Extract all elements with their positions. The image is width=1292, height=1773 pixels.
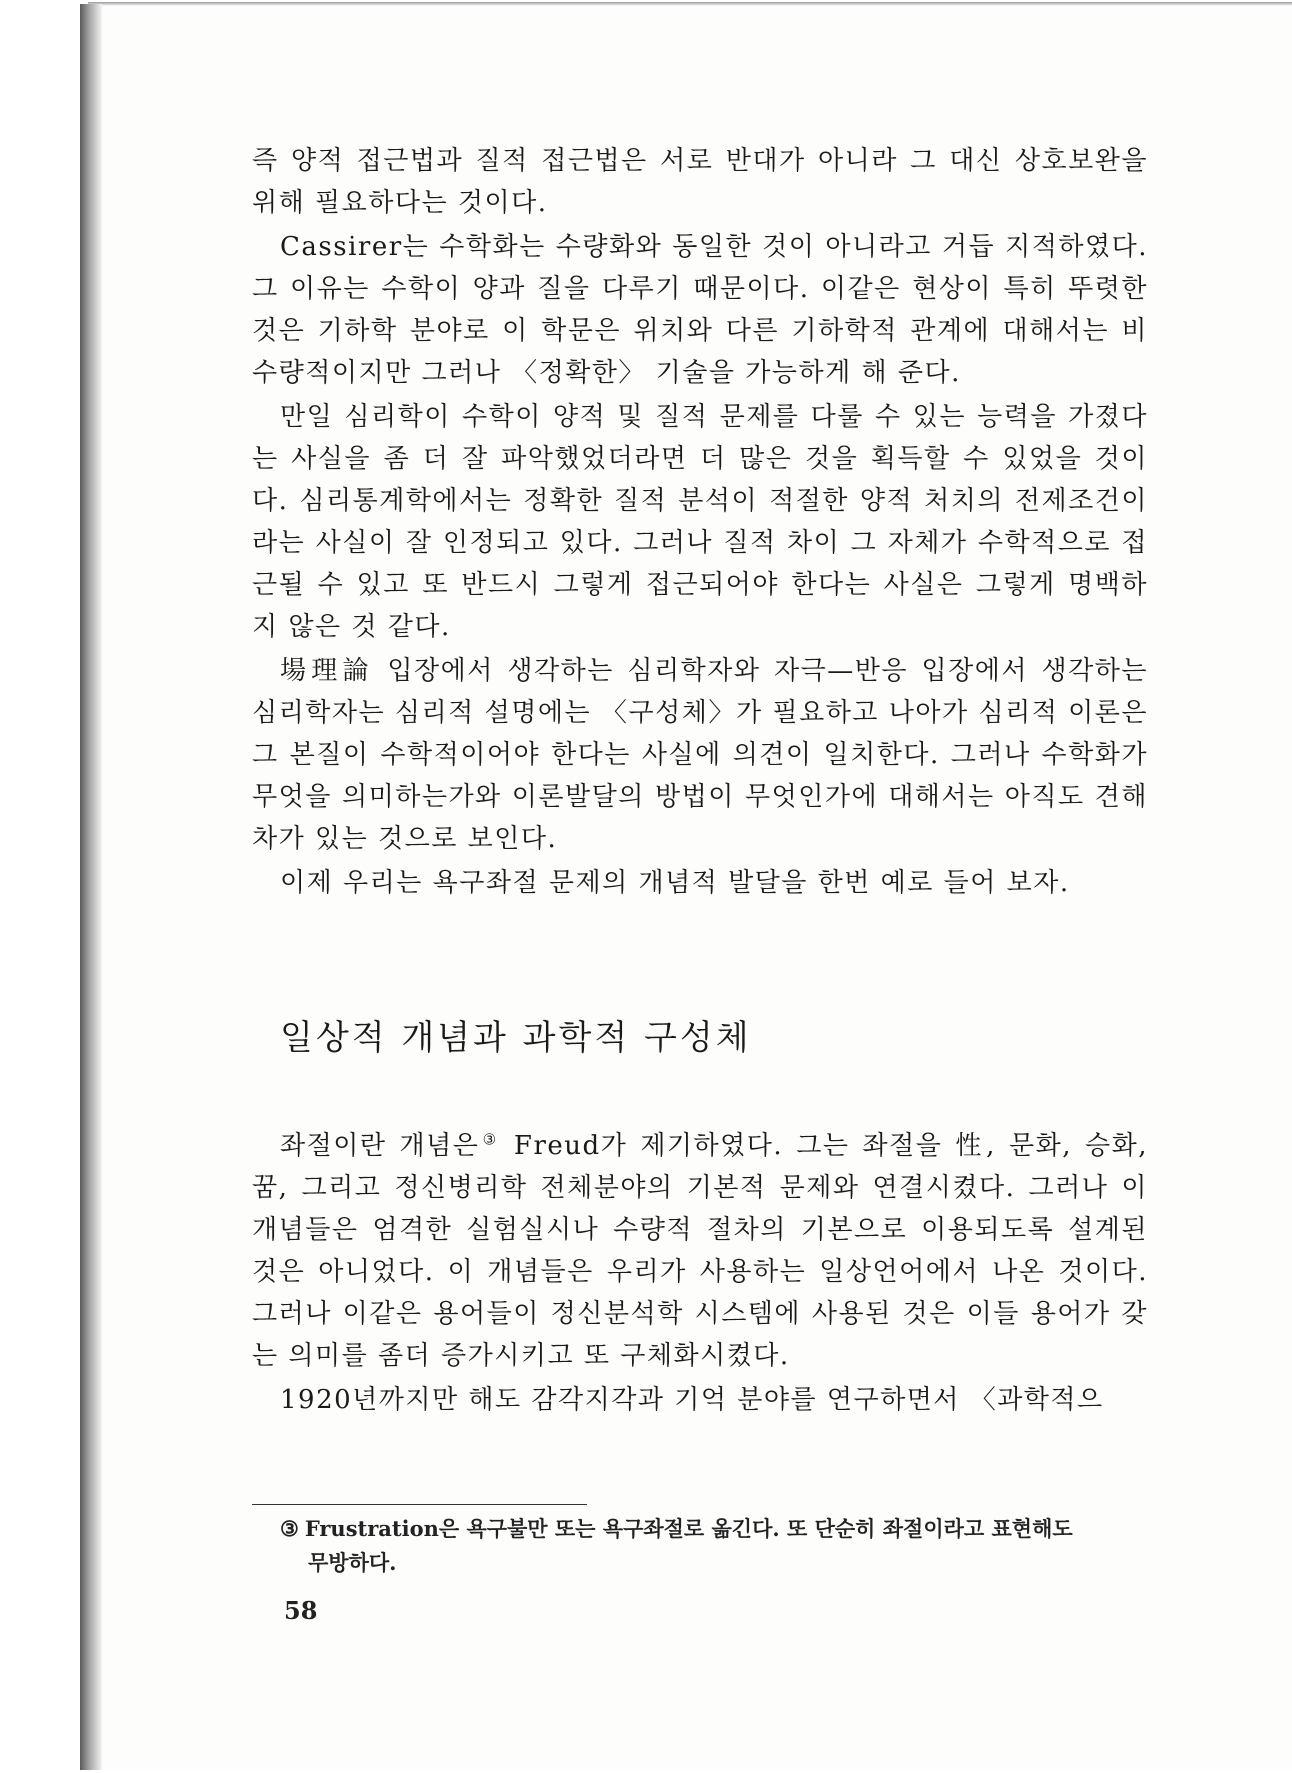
paragraph-1920: 1920년까지만 해도 감각지각과 기억 분야를 연구하면서 〈과학적으 [280,1385,1104,1415]
footnote-divider [252,1504,587,1505]
paragraph-4: 場理論 입장에서 생각하는 심리학자와 자극—반응 입장에서 생각하는 심리학자는 심리적 설명에는 〈구성체〉가 필요하고 나아가 심리적 이론은 그 본질이 수학적이어야 한다는 사실에 의견이 일치한다. 그러나 수학화가 무엇을 의미하는가와 이론발달의 방법이 무엇인가에 대해서는 아직도 견해차가 있는 것으로 보인다. [252,656,1148,854]
section-heading: 일상적 개념과 과학적 구성체 [280,1018,752,1058]
body-text-top [252,140,1148,906]
paragraph-frustration [252,1125,1148,1377]
footnote-mark: ③ [280,1516,299,1541]
body-text-bottom [252,1125,1148,1423]
paragraph-5: 이제 우리는 욕구좌절 문제의 개념적 발달을 한번 예로 들어 보자. [280,868,1070,898]
footnote-line-1: Frustration은 욕구불만 또는 욕구좌절로 옮긴다. 또 단순히 좌절이라고 표현해도 [304,1516,1073,1541]
footnote-reference: ③ [479,1130,501,1149]
page-number: 58 [284,1596,318,1625]
footnote-line-2: 무방하다. [308,1550,397,1575]
paragraph-3: 만일 심리학이 수학이 양적 및 질적 문제를 다룰 수 있는 능력을 가졌다는 사실을 좀 더 잘 파악했었더라면 더 많은 것을 획득할 수 있었을 것이다. 심리통계학에서는 정확한 질적 분석이 적절한 양적 처치의 전제조건이라는 사실이 잘 인정되고 있다. 그러나 질적 차이 그 자체가 수학적으로 접근될 수 있고 또 반드시 그렇게 접근되어야 한다는 사실은 그렇게 명백하지 않은 것 같다. [252,402,1148,642]
paragraph-frustration-rest: Freud가 제기하였다. 그는 좌절을 性, 문화, 승화, 꿈, 그리고 정신병리학 전체분야의 기본적 문제와 연결시켰다. 그러나 이 개념들은 엄격한 실험실시나 수량적 절차의 기본으로 이용되도록 설계된 것은 아니었다. 이 개념들은 우리가 사용하는 일상언어에서 나온 것이다. 그러나 이같은 용어들이 정신분석학 시스템에 사용된 것은 이들 용어가 갖는 의미를 좀더 증가시키고 또 구체화시켰다. [252,1131,1148,1371]
paragraph-frustration-start: 좌절이란 개념은 [280,1131,480,1161]
footnote [280,1512,1150,1580]
paragraph-2: Cassirer는 수학화는 수량화와 동일한 것이 아니라고 거듭 지적하였다. 그 이유는 수학이 양과 질을 다루기 때문이다. 이같은 현상이 특히 뚜렷한 것은 기하학 분야로 이 학문은 위치와 다른 기하학적 관계에 대해서는 비수량적이지만 그러나 〈정확한〉 기술을 가능하게 해 준다. [252,232,1148,388]
paragraph-1: 즉 양적 접근법과 질적 접근법은 서로 반대가 아니라 그 대신 상호보완을 위해 필요하다는 것이다. [252,146,1148,218]
book-spine-shadow [80,4,102,1770]
